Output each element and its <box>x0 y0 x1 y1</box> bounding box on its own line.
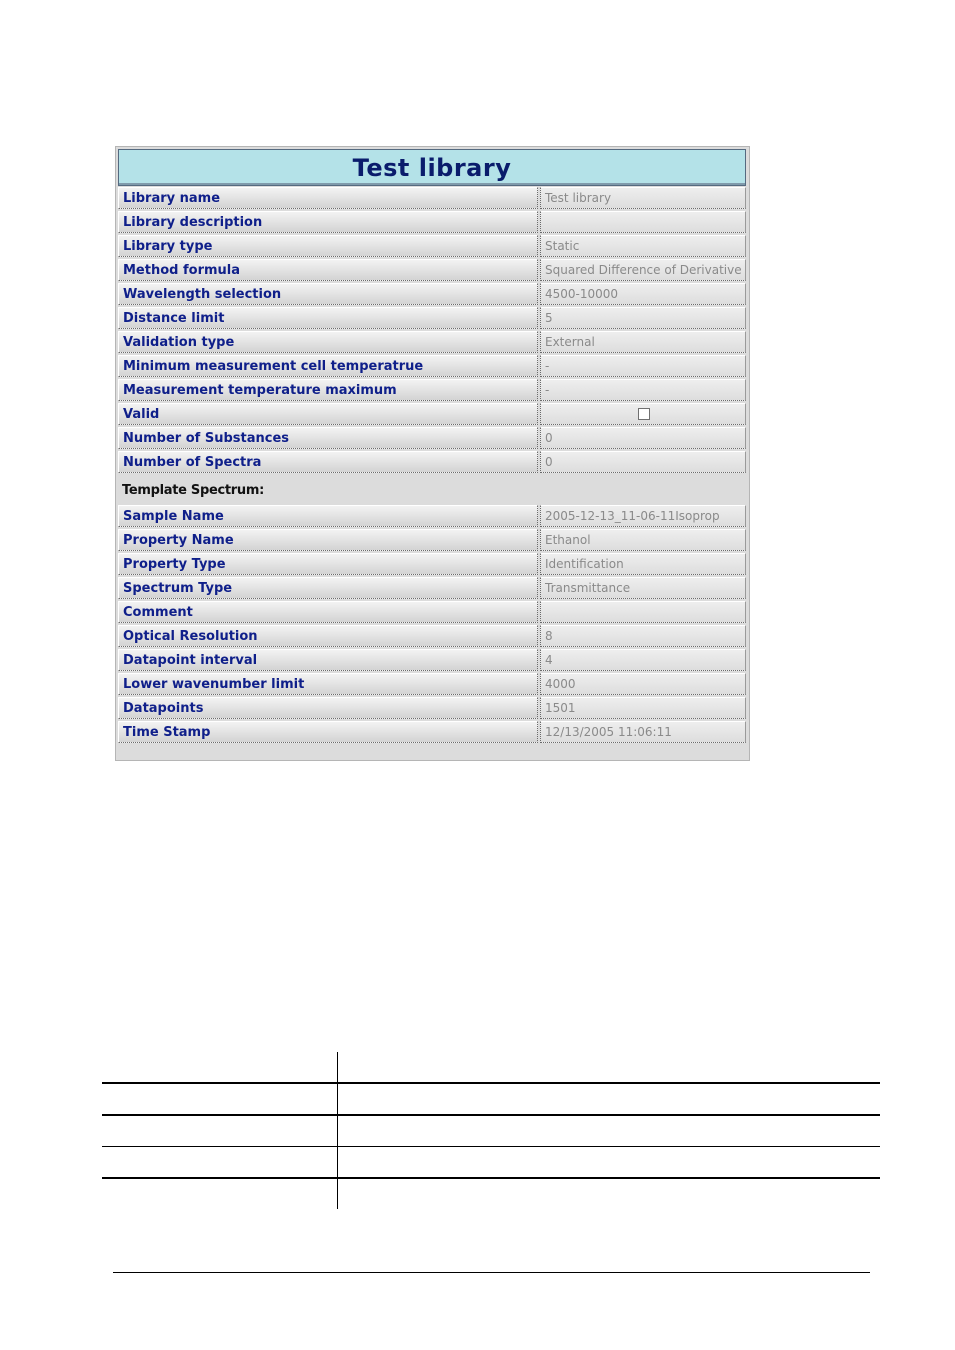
library-name-field[interactable]: Test library <box>540 187 746 209</box>
row-min-cell-temperature <box>118 355 746 377</box>
page-footer-rule <box>113 1272 870 1273</box>
valid-checkbox[interactable] <box>638 408 650 420</box>
number-of-spectra-field[interactable]: 0 <box>540 451 746 473</box>
row-label: Wavelength selection <box>118 283 538 305</box>
row-wavelength-selection <box>118 283 746 305</box>
row-label: Measurement temperature maximum <box>118 379 538 401</box>
table-row-rule <box>102 1146 880 1147</box>
row-label: Library type <box>118 235 538 257</box>
row-lower-wavenumber-limit <box>118 673 746 695</box>
min-cell-temperature-field[interactable]: - <box>540 355 746 377</box>
row-datapoints <box>118 697 746 719</box>
valid-cell <box>540 403 746 425</box>
row-datapoint-interval <box>118 649 746 671</box>
row-max-temperature <box>118 379 746 401</box>
datapoints-field[interactable]: 1501 <box>540 697 746 719</box>
row-optical-resolution <box>118 625 746 647</box>
row-library-description <box>118 211 746 233</box>
lower-wavenumber-limit-field[interactable]: 4000 <box>540 673 746 695</box>
row-label: Valid <box>118 403 538 425</box>
wavelength-selection-field[interactable]: 4500-10000 <box>540 283 746 305</box>
row-label: Time Stamp <box>118 721 538 743</box>
table-row-rule <box>102 1114 880 1116</box>
row-label: Library name <box>118 187 538 209</box>
row-valid <box>118 403 746 425</box>
max-temperature-field[interactable]: - <box>540 379 746 401</box>
table-row-rule <box>102 1177 880 1179</box>
datapoint-interval-field[interactable]: 4 <box>540 649 746 671</box>
validation-type-field[interactable]: External <box>540 331 746 353</box>
row-distance-limit <box>118 307 746 329</box>
row-label: Property Type <box>118 553 538 575</box>
row-validation-type <box>118 331 746 353</box>
number-of-substances-field[interactable]: 0 <box>540 427 746 449</box>
distance-limit-field[interactable]: 5 <box>540 307 746 329</box>
panel-title: Test library <box>118 149 746 186</box>
row-label: Minimum measurement cell temperatrue <box>118 355 538 377</box>
row-spectrum-type <box>118 577 746 599</box>
row-time-stamp <box>118 721 746 743</box>
row-label: Optical Resolution <box>118 625 538 647</box>
row-comment <box>118 601 746 623</box>
row-label: Spectrum Type <box>118 577 538 599</box>
sample-name-field[interactable]: 2005-12-13_11-06-11Isoprop <box>540 505 746 527</box>
method-formula-field[interactable]: Squared Difference of Derivative <box>540 259 746 281</box>
row-label: Library description <box>118 211 538 233</box>
comment-field[interactable] <box>540 601 746 623</box>
row-label: Number of Spectra <box>118 451 538 473</box>
row-label: Method formula <box>118 259 538 281</box>
table-header-rule <box>102 1082 880 1084</box>
row-property-type <box>118 553 746 575</box>
library-properties-panel <box>115 146 750 761</box>
row-number-of-substances <box>118 427 746 449</box>
library-description-field[interactable] <box>540 211 746 233</box>
property-name-field[interactable]: Ethanol <box>540 529 746 551</box>
row-label: Number of Substances <box>118 427 538 449</box>
time-stamp-field[interactable]: 12/13/2005 11:06:11 <box>540 721 746 743</box>
row-label: Distance limit <box>118 307 538 329</box>
library-type-field[interactable]: Static <box>540 235 746 257</box>
row-method-formula <box>118 259 746 281</box>
row-sample-name <box>118 505 746 527</box>
row-property-name <box>118 529 746 551</box>
spectrum-type-field[interactable]: Transmittance <box>540 577 746 599</box>
row-library-name <box>118 187 746 209</box>
optical-resolution-field[interactable]: 8 <box>540 625 746 647</box>
template-spectrum-header: Template Spectrum: <box>122 483 265 498</box>
row-label: Property Name <box>118 529 538 551</box>
table-column-divider <box>337 1052 338 1209</box>
row-label: Validation type <box>118 331 538 353</box>
row-label: Sample Name <box>118 505 538 527</box>
row-label: Datapoint interval <box>118 649 538 671</box>
row-library-type <box>118 235 746 257</box>
row-label: Comment <box>118 601 538 623</box>
property-type-field[interactable]: Identification <box>540 553 746 575</box>
row-label: Datapoints <box>118 697 538 719</box>
row-number-of-spectra <box>118 451 746 473</box>
row-label: Lower wavenumber limit <box>118 673 538 695</box>
